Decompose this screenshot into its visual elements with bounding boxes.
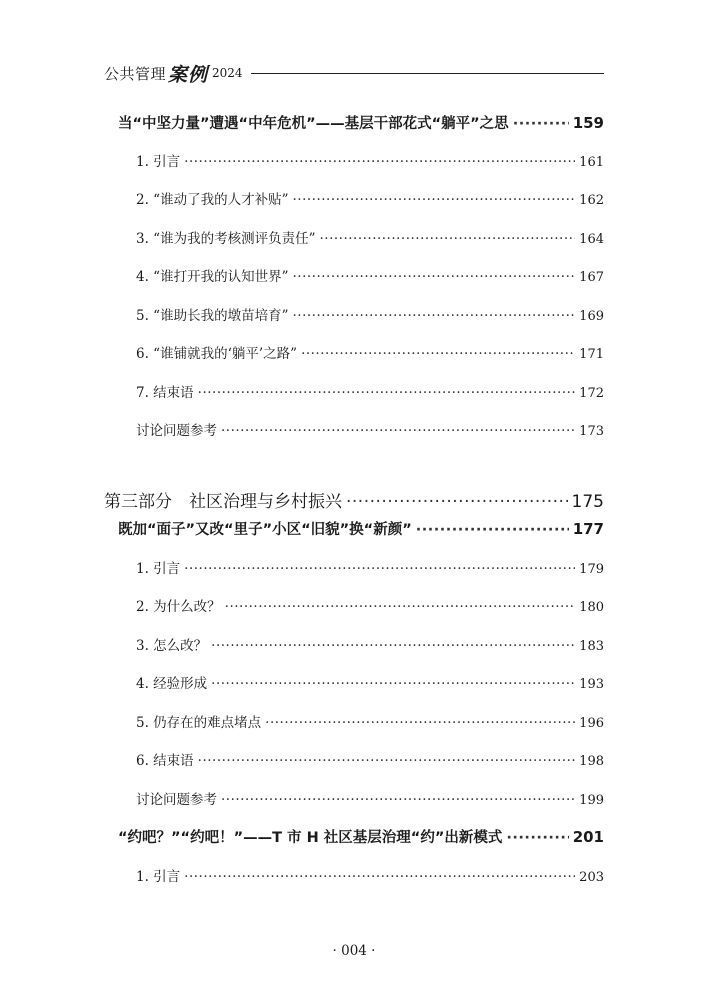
toc-entry-page: 162: [579, 193, 604, 208]
dot-leader: [292, 269, 575, 285]
toc-entry-page: 173: [579, 424, 604, 439]
dot-leader: [513, 116, 569, 132]
toc-item[interactable]: [136, 265, 604, 285]
toc-entry-label: 4. “谁打开我的认知世界”: [136, 269, 289, 285]
dot-leader: [184, 869, 575, 885]
toc-entry-label: 1. 引言: [136, 869, 181, 885]
toc-item[interactable]: [136, 749, 604, 769]
toc-entry-label: 讨论问题参考: [136, 792, 217, 808]
toc-item[interactable]: [136, 419, 604, 439]
toc-entry-label: 当“中坚力量”遭遇“中年危机”——基层干部花式“躺平”之思: [118, 116, 509, 132]
toc-item[interactable]: [136, 381, 604, 401]
dot-leader: [346, 492, 568, 512]
toc-item[interactable]: [136, 342, 604, 362]
dot-leader: [198, 385, 576, 401]
toc-item[interactable]: [136, 672, 604, 692]
running-header: [104, 58, 604, 88]
toc-entry-label: 既加“面子”又改“里子”小区“旧貌”换“新颜”: [118, 522, 412, 538]
header-rule: [251, 73, 604, 74]
toc-item[interactable]: [136, 227, 604, 247]
toc-entry-label: 5. “谁助长我的墩苗培育”: [136, 308, 289, 324]
toc-item[interactable]: [136, 557, 604, 577]
toc-entry-label: 第三部分 社区治理与乡村振兴: [104, 492, 342, 512]
toc-entry-label: 1. 引言: [136, 561, 181, 577]
dot-leader: [221, 423, 575, 439]
toc-entry-page: 183: [579, 639, 604, 654]
toc-entry-page: 196: [579, 716, 604, 731]
toc-entry-page: 175: [571, 492, 604, 512]
toc-entry-label: 6. “谁铺就我的‘躺平’之路”: [136, 346, 298, 362]
toc-entry-label: 2. “谁动了我的人才补贴”: [136, 192, 289, 208]
toc-item[interactable]: [136, 711, 604, 731]
dot-leader: [211, 676, 575, 692]
toc-entry-page: 179: [579, 562, 604, 577]
toc-entry-page: 171: [579, 347, 604, 362]
toc-entry-label: 5. 仍存在的难点堵点: [136, 715, 262, 731]
toc-item[interactable]: [136, 595, 604, 615]
dot-leader: [184, 561, 575, 577]
toc-item[interactable]: [136, 304, 604, 324]
toc-entry-label: 讨论问题参考: [136, 423, 217, 439]
toc-case-title-3[interactable]: [118, 826, 604, 847]
toc-entry-page: 198: [579, 754, 604, 769]
toc-entry-page: 159: [572, 114, 604, 132]
toc-item[interactable]: [136, 865, 604, 885]
dot-leader: [301, 346, 575, 362]
dot-leader: [506, 830, 568, 846]
toc-entry-page: 203: [579, 870, 604, 885]
toc-entry-label: 7. 结束语: [136, 385, 194, 401]
dot-leader: [198, 753, 576, 769]
toc-entry-label: 2. 为什么改？: [136, 599, 221, 615]
toc-entry-page: 193: [579, 677, 604, 692]
dot-leader: [221, 792, 575, 808]
dot-leader: [184, 154, 575, 170]
toc-entry-page: 172: [579, 386, 604, 401]
toc-case-title-1[interactable]: [118, 112, 604, 133]
toc-part-title[interactable]: [104, 487, 604, 512]
toc-item[interactable]: [136, 188, 604, 208]
toc-entry-page: 201: [572, 828, 604, 846]
toc-entry-label: 6. 结束语: [136, 753, 194, 769]
toc-entry-label: 4. 经验形成: [136, 676, 208, 692]
toc-entry-page: 199: [579, 793, 604, 808]
dot-leader: [265, 715, 575, 731]
toc-entry-label: 1. 引言: [136, 154, 181, 170]
dot-leader: [292, 192, 575, 208]
dot-leader: [211, 638, 575, 654]
toc-entry-label: 3. 怎么改？: [136, 638, 208, 654]
toc-entry-page: 161: [579, 155, 604, 170]
toc-entry-page: 169: [579, 309, 604, 324]
toc-item[interactable]: [136, 150, 604, 170]
toc-entry-page: 180: [579, 600, 604, 615]
book-title: 公共管理: [104, 64, 167, 83]
page-number: · 004 ·: [332, 943, 376, 959]
toc-entry-label: 3. “谁为我的考核测评负责任”: [136, 231, 316, 247]
dot-leader: [292, 308, 575, 324]
toc-item[interactable]: [136, 634, 604, 654]
dot-leader: [416, 522, 569, 538]
toc-entry-page: 177: [572, 520, 604, 538]
toc-case-title-2[interactable]: [118, 518, 604, 539]
book-year: 2024: [212, 66, 243, 80]
toc-item[interactable]: [136, 788, 604, 808]
dot-leader: [319, 231, 575, 247]
book-title-case-calligraphy: 案例: [168, 63, 209, 86]
toc-entry-label: “约吧？”“约吧！”——T 市 H 社区基层治理“约”出新模式: [118, 830, 503, 846]
toc-entry-page: 164: [579, 232, 604, 247]
dot-leader: [225, 599, 576, 615]
toc-entry-page: 167: [579, 270, 604, 285]
